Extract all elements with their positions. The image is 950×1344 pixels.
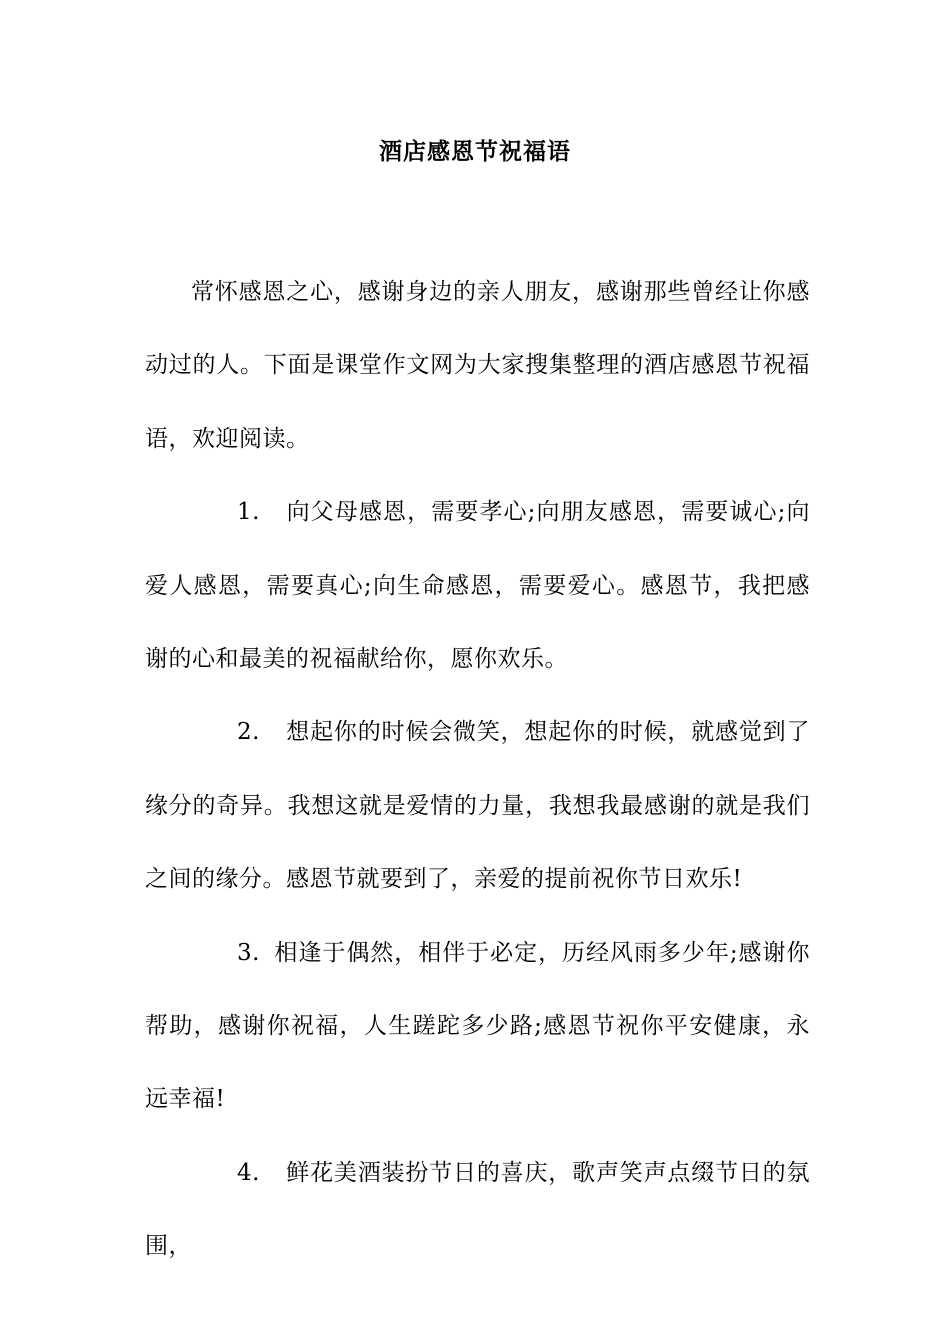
list-item-number: 3. bbox=[237, 939, 260, 966]
list-item-text: 鲜花美酒装扮节日的喜庆，歌声笑声点缀节日的氛围， bbox=[145, 1159, 810, 1260]
list-item bbox=[145, 696, 810, 916]
list-item-text: 想起你的时候会微笑，想起你的时候，就感觉到了缘分的奇异。我想这就是爱情的力量，我想我最感谢的就是我们之间的缘分。感恩节就要到了，亲爱的提前祝你节日欢乐! bbox=[145, 719, 810, 893]
list-item bbox=[145, 917, 810, 1137]
intro-paragraph: 常怀感恩之心，感谢身边的亲人朋友，感谢那些曾经让你感动过的人。下面是课堂作文网为大家搜集整理的酒店感恩节祝福语，欢迎阅读。 bbox=[145, 279, 810, 452]
list-item-number: 2. bbox=[237, 719, 260, 746]
list-item bbox=[145, 476, 810, 696]
list-item-number: 1. bbox=[237, 499, 260, 526]
list-item-number: 4. bbox=[237, 1159, 260, 1186]
document-body bbox=[145, 256, 810, 1284]
list-item bbox=[145, 1137, 810, 1284]
document-title: 酒店感恩节祝福语 bbox=[379, 138, 571, 165]
list-item-text: 向父母感恩，需要孝心;向朋友感恩，需要诚心;向爱人感恩，需要真心;向生命感恩，需要爱心。感恩节，我把感谢的心和最美的祝福献给你，愿你欢乐。 bbox=[145, 499, 810, 673]
list-item-text: 相逢于偶然，相伴于必定，历经风雨多少年;感谢你帮助，感谢你祝福，人生蹉跎多少路;感恩节祝你平安健康，永远幸福! bbox=[145, 939, 810, 1113]
